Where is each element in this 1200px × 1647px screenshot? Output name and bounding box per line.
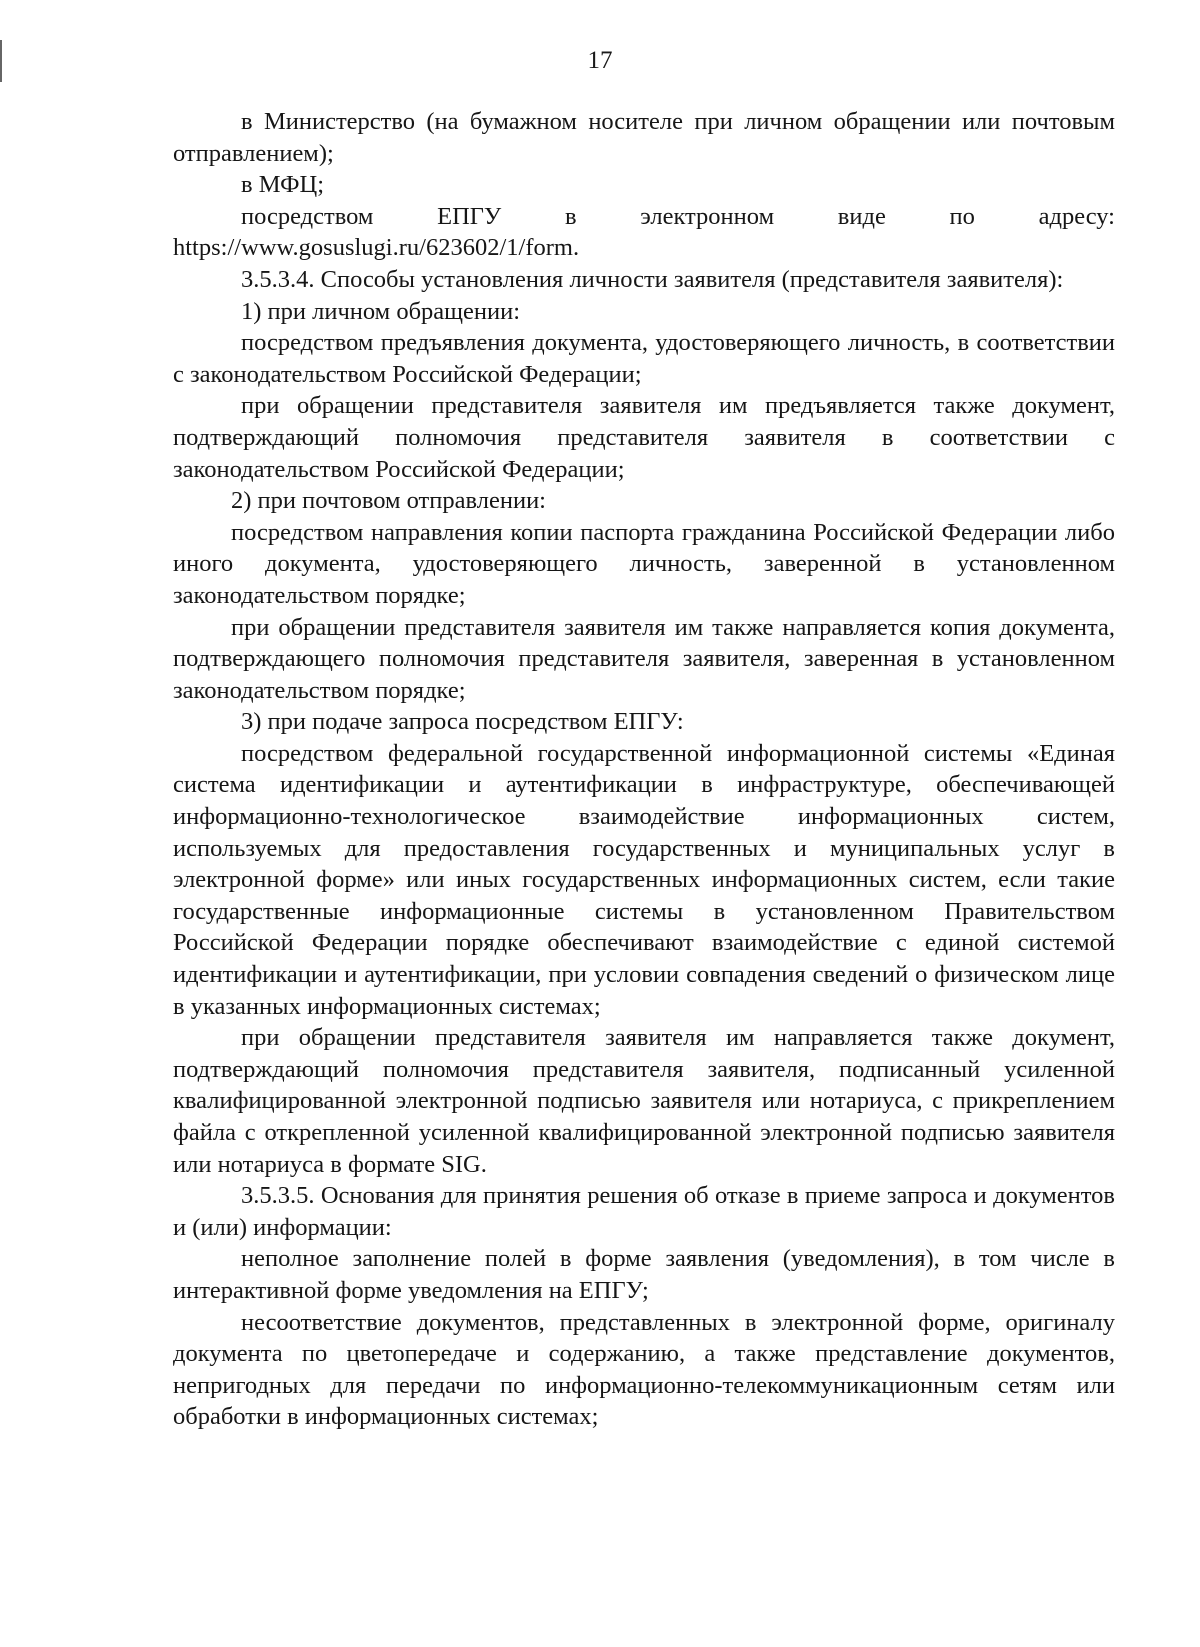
paragraph: посредством ЕПГУ в электронном виде по адресу: bbox=[241, 202, 1115, 230]
document-body bbox=[173, 106, 1115, 1433]
paragraph: 2) при почтовом отправлении: bbox=[231, 487, 546, 515]
paragraph: 3) при подаче запроса посредством ЕПГУ: bbox=[241, 708, 684, 736]
paragraph: 1) при личном обращении: bbox=[241, 297, 521, 325]
paragraph: несоответствие документов, представленных в электронной форме, оригиналу документа по цветопередаче и содержанию, а также представление документов, непригодных для передачи по информационно-телекоммуникационным сетям или обработки в информационных системах; bbox=[173, 1308, 1115, 1431]
paragraph: посредством предъявления документа, удостоверяющего личность, в соответствии с законодательством Российской Федерации; bbox=[173, 329, 1115, 388]
section-heading: 3.5.3.5. Основания для принятия решения об отказе в приеме запроса и документов и (или) информации: bbox=[173, 1182, 1115, 1241]
paragraph: посредством федеральной государственной информационной системы «Единая система идентификации и аутентификации в инфраструктуре, обеспечивающей информационно-технологическое взаимодействие информационных систем, используемых для предоставления государственных и муниципальных услуг в электронной форме» или иных государственных информационных систем, если такие государственные информационные системы в установленном Правительством Российской Федерации порядке обеспечивают взаимодействие с единой системой идентификации и аутентификации, при условии совпадения сведений о физическом лице в указанных информационных системах; bbox=[173, 739, 1115, 1020]
paragraph: при обращении представителя заявителя им также направляется копия документа, подтверждающего полномочия представителя заявителя, заверенная в установленном законодательством порядке; bbox=[173, 613, 1115, 704]
page-number: 17 bbox=[587, 47, 613, 74]
url-line: https://www.gosuslugi.ru/623602/1/form. bbox=[173, 234, 580, 262]
paragraph: в Министерство (на бумажном носителе при личном обращении или почтовым отправлением); bbox=[173, 108, 1115, 167]
paragraph: посредством направления копии паспорта гражданина Российской Федерации либо иного документа, удостоверяющего личность, заверенной в установленном законодательством порядке; bbox=[173, 518, 1115, 609]
paragraph: при обращении представителя заявителя им направляется также документ, подтверждающий полномочия представителя заявителя, подписанный усиленной квалифицированной электронной подписью заявителя или нотариуса, с прикреплением файла с открепленной усиленной квалифицированной электронной подписью заявителя или нотариуса в формате SIG. bbox=[173, 1024, 1115, 1178]
paragraph: неполное заполнение полей в форме заявления (уведомления), в том числе в интерактивной форме уведомления на ЕПГУ; bbox=[173, 1245, 1115, 1304]
section-heading: 3.5.3.4. Способы установления личности заявителя (представителя заявителя): bbox=[241, 265, 1064, 293]
paragraph: при обращении представителя заявителя им предъявляется также документ, подтверждающий полномочия представителя заявителя в соответствии с законодательством Российской Федерации; bbox=[173, 392, 1115, 483]
paragraph: в МФЦ; bbox=[241, 171, 325, 199]
